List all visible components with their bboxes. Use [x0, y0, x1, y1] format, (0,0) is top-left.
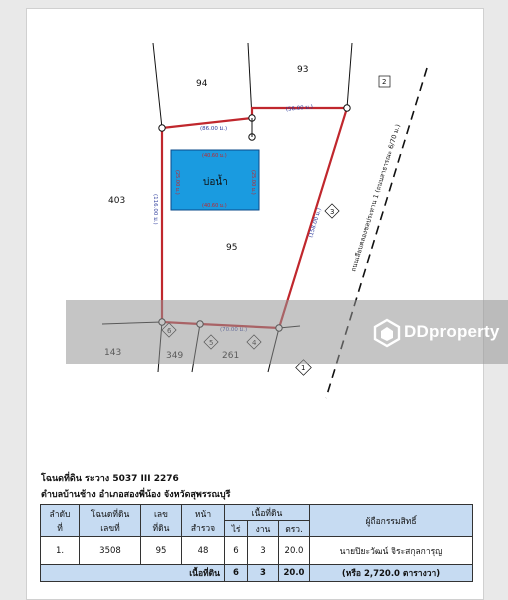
cell-land-no: 95	[141, 537, 182, 565]
cell-survey: 48	[182, 537, 225, 565]
cell-deed-no: 3508	[80, 537, 141, 565]
header-land-no: เลข ที่ดิน	[141, 505, 182, 537]
marker-2	[379, 76, 390, 87]
pond-dim-bottom: (40.60 ม.)	[202, 203, 227, 209]
road-label: ถนนเลียบคลองชลประทาน 1 (ถนนสาธารณะ 6/70 ม.)	[349, 123, 402, 273]
ownership-table	[40, 504, 473, 582]
header-area: เนื้อที่ดิน	[225, 505, 310, 521]
parcel-94: 94	[196, 79, 208, 89]
parcel-403: 403	[108, 196, 126, 206]
dim-left: (116.00 ม.)	[152, 194, 158, 225]
total-wa: 20.0	[279, 565, 310, 582]
header-rai: ไร่	[225, 521, 248, 537]
parcel-95: 95	[226, 243, 238, 253]
dim-top-right: (56.00 ม.)	[285, 104, 314, 113]
header-seq: ลำดับ ที่	[41, 505, 80, 537]
pond-dim-right: (25.00 ม.)	[250, 170, 256, 195]
deed-location: ตำบลบ้านช้าง อำเภอสองพี่น้อง จังหวัดสุพรรณบุรี	[41, 490, 231, 500]
table-row	[41, 537, 473, 565]
pond-dim-left: (25.00 ม.)	[174, 170, 180, 195]
header-wa: ตรว.	[279, 521, 310, 537]
neighbour-line	[347, 43, 352, 108]
deed-title: โฉนดที่ดิน ระวาง 5037 III 2276	[41, 474, 179, 484]
watermark-text: DDproperty	[404, 322, 500, 341]
cell-owner: นายปิยะวัฒน์ จิระสกุลการุญ	[310, 537, 473, 565]
marker-3	[325, 204, 339, 218]
cell-seq: 1.	[41, 537, 80, 565]
pond-label: บ่อน้ำ	[203, 177, 228, 188]
dim-top-left: (86.00 ม.)	[200, 126, 228, 132]
cell-wa: 20.0	[279, 537, 310, 565]
parcel-93: 93	[297, 65, 309, 75]
ddproperty-logo-icon	[372, 318, 402, 348]
boundary-peg	[159, 125, 165, 131]
header-ngan: งาน	[248, 521, 279, 537]
neighbour-line	[153, 43, 162, 128]
header-survey: หน้า สำรวจ	[182, 505, 225, 537]
cell-rai: 6	[225, 537, 248, 565]
table-total-row	[41, 565, 473, 582]
total-ngan: 3	[248, 565, 279, 582]
header-deed-no: โฉนดที่ดิน เลขที่	[80, 505, 141, 537]
boundary-peg	[344, 105, 350, 111]
total-note: (หรือ 2,720.0 ตารางวา)	[310, 565, 473, 582]
total-rai: 6	[225, 565, 248, 582]
svg-text:2: 2	[382, 78, 387, 86]
dim-right: (158.00 ม.)	[308, 207, 323, 239]
svg-text:1: 1	[301, 364, 306, 372]
neighbour-line	[248, 43, 252, 118]
total-label: เนื้อที่ดิน	[41, 565, 225, 582]
pond-dim-top: (40.60 ม.)	[202, 153, 227, 159]
cell-ngan: 3	[248, 537, 279, 565]
header-owner: ผู้ถือกรรมสิทธิ์	[310, 505, 473, 537]
svg-text:3: 3	[330, 208, 335, 216]
